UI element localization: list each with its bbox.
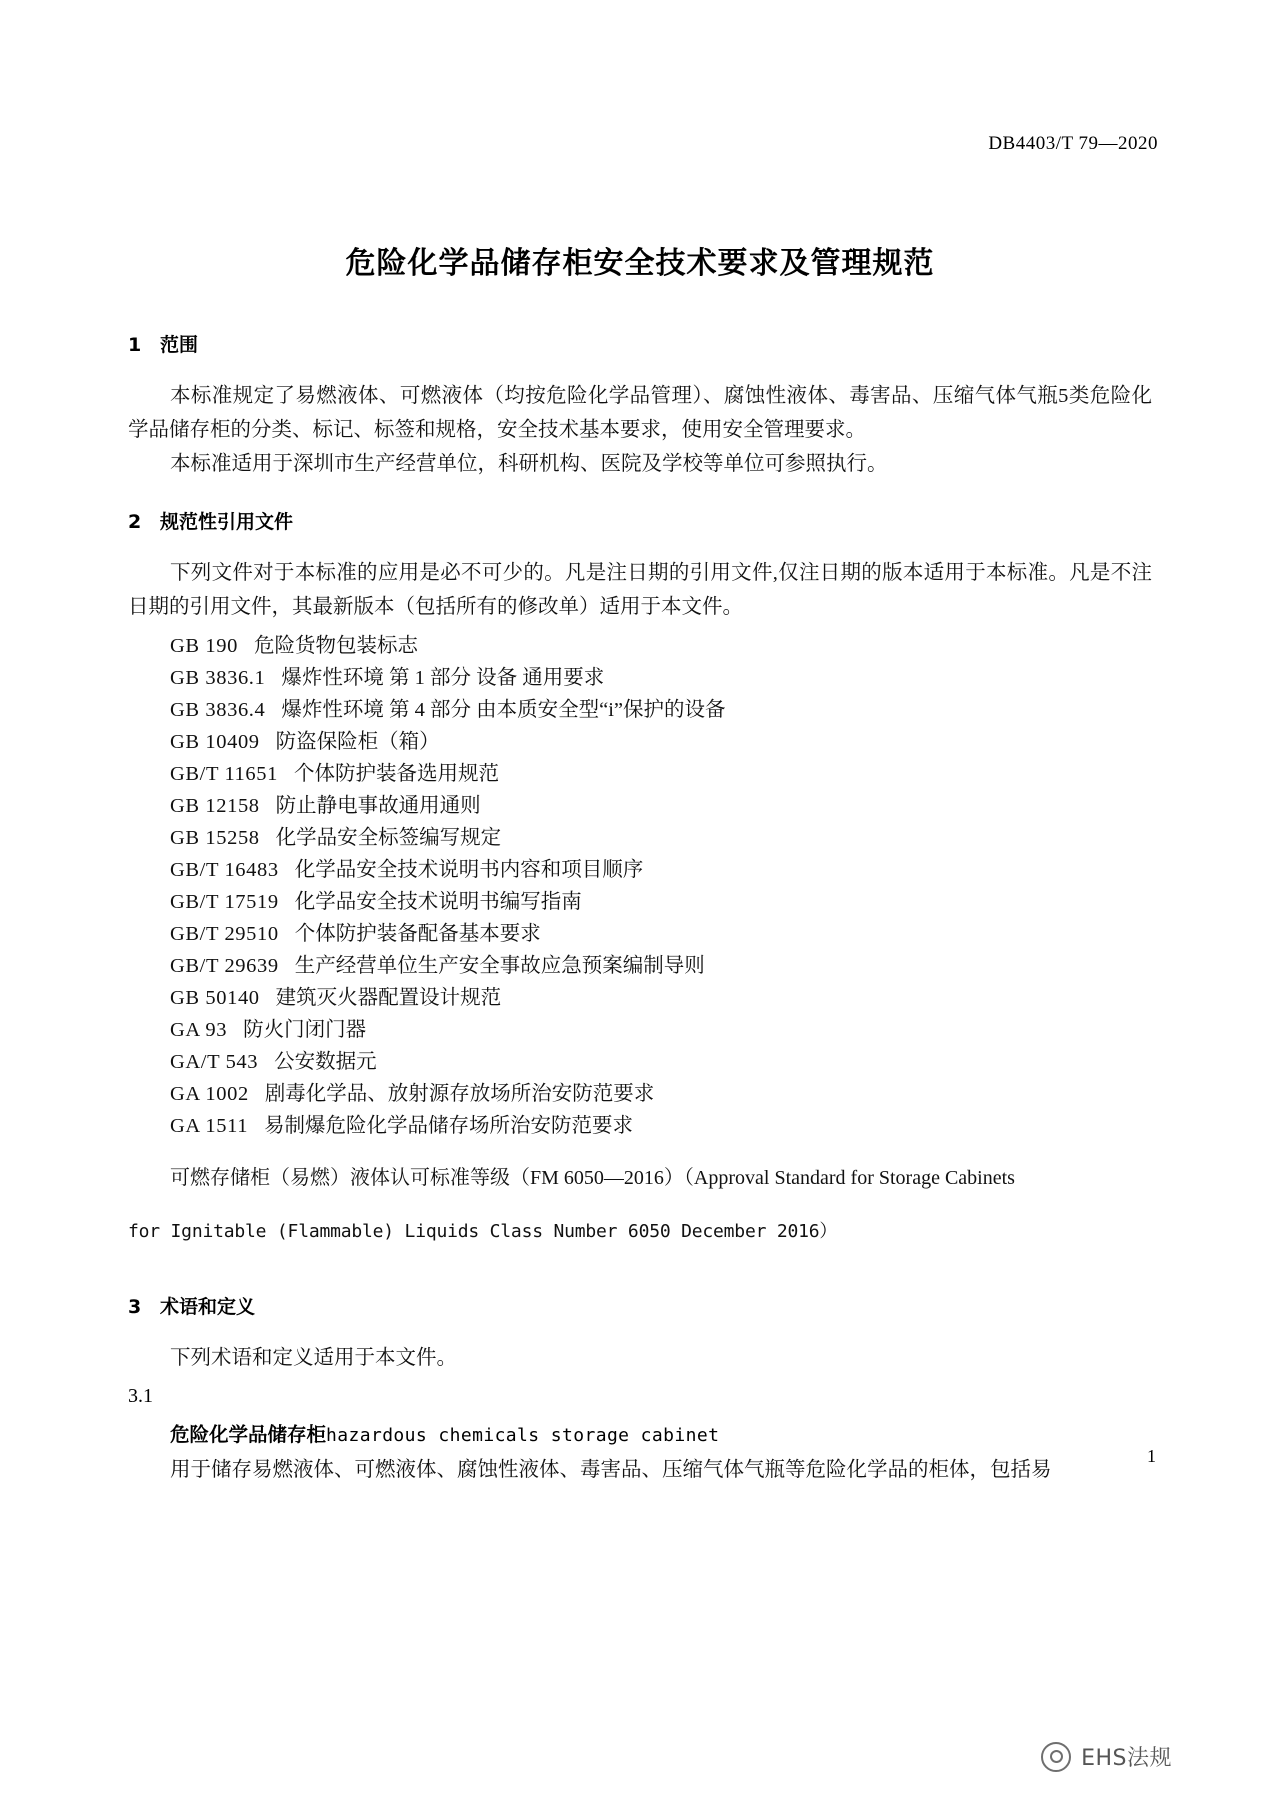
reference-code: GB/T 16483 [170,859,279,881]
section-title-2: 规范性引用文件 [160,511,294,533]
reference-title: 个体防护装备选用规范 [293,763,499,785]
list-item [128,918,1152,950]
list-item [128,662,1152,694]
term-definition: 用于储存易燃液体、可燃液体、腐蚀性液体、毒害品、压缩气体气瓶等危险化学品的柜体，包括易 [170,1459,1052,1481]
reference-title: 剧毒化学品、放射源存放场所治安防范要求 [264,1083,655,1105]
reference-code: GB/T 29639 [170,955,279,977]
reference-title: 生产经营单位生产安全事故应急预案编制导则 [294,955,705,977]
section-3-paragraph-1: 下列术语和定义适用于本文件。 [170,1347,457,1369]
list-item [128,1014,1152,1046]
reference-title: 化学品安全技术说明书内容和项目顺序 [294,859,644,881]
standard-code-header: DB4403/T 79—2020 [988,133,1158,154]
page-number: 1 [1147,1446,1156,1466]
reference-title: 化学品安全标签编写规定 [275,827,502,849]
reference-title: 化学品安全技术说明书编写指南 [294,891,582,913]
reference-code: GB/T 29510 [170,923,279,945]
list-item [128,982,1152,1014]
page-title: 危险化学品储存柜安全技术要求及管理规范 [345,246,935,281]
reference-title: 公安数据元 [274,1051,377,1073]
reference-title: 个体防护装备配备基本要求 [294,923,541,945]
list-item [128,630,1152,662]
reference-code: GB 50140 [170,987,260,1009]
term-chinese: 危险化学品储存柜 [170,1423,327,1446]
reference-code: GB 10409 [170,731,260,753]
reference-code: GB/T 17519 [170,891,279,913]
section-heading-1 [128,330,1152,357]
term-english: hazardous chemicals storage cabinet [326,1425,720,1446]
section-heading-3 [128,1292,1152,1319]
reference-title: 建筑灭火器配置设计规范 [275,987,502,1009]
list-item [128,790,1152,822]
list-item [128,950,1152,982]
circle-logo-icon [1041,1742,1071,1772]
reference-title: 爆炸性环境 第 4 部分 由本质安全型“i”保护的设备 [281,699,726,721]
normative-reference-list [128,630,1152,1142]
list-item [128,726,1152,758]
section-heading-2 [128,507,1152,534]
list-item [128,1110,1152,1142]
list-item [128,854,1152,886]
reference-code: GB 15258 [170,827,260,849]
reference-title: 易制爆危险化学品储存场所治安防范要求 [264,1115,634,1137]
section-2-paragraph-1: 下列文件对于本标准的应用是必不可少的。凡是注日期的引用文件,仅注日期的版本适用于本标准。凡是不注日期的引用文件，其最新版本（包括所有的修改单）适用于本文件。 [128,562,1152,618]
list-item [128,1078,1152,1110]
reference-code: GB 190 [170,635,238,657]
reference-code: GB 12158 [170,795,260,817]
list-item [128,694,1152,726]
section-1-paragraph-2: 本标准适用于深圳市生产经营单位，科研机构、医院及学校等单位可参照执行。 [170,453,888,475]
section-number-2: 2 [128,511,142,533]
reference-title: 危险货物包装标志 [253,635,418,657]
reference-code: GB/T 11651 [170,763,278,785]
term-entry [128,1418,1152,1453]
list-item [128,886,1152,918]
reference-code: GB 3836.1 [170,667,266,689]
section-title-1: 范围 [160,334,199,356]
reference-code: GA 1002 [170,1083,249,1105]
section-number-1: 1 [128,334,142,356]
reference-code: GA 93 [170,1019,228,1041]
reference-title: 防盗保险柜（箱） [275,731,440,753]
reference-code: GB 3836.4 [170,699,266,721]
reference-title: 爆炸性环境 第 1 部分 设备 通用要求 [281,667,605,689]
long-reference-line-1: 可燃存储柜（易燃）液体认可标准等级（FM 6050—2016）（Approval Standard for Storage Cabinets [170,1167,1015,1189]
list-item [128,1046,1152,1078]
document-body [128,330,1152,1487]
watermark-label: EHS法规 [1081,1746,1172,1771]
clause-number-3-1: 3.1 [128,1385,153,1407]
section-title-3: 术语和定义 [160,1296,256,1318]
list-item [128,822,1152,854]
section-number-3: 3 [128,1296,142,1318]
list-item [128,758,1152,790]
reference-title: 防火门闭门器 [243,1019,367,1041]
reference-code: GA/T 543 [170,1051,259,1073]
watermark [1041,1741,1172,1772]
reference-code: GA 1511 [170,1115,249,1137]
long-reference-line-2: for Ignitable (Flammable) Liquids Class Number 6050 December 2016） [128,1221,838,1242]
section-1-paragraph-1: 本标准规定了易燃液体、可燃液体（均按危险化学品管理）、腐蚀性液体、毒害品、压缩气体气瓶5类危险化学品储存柜的分类、标记、标签和规格，安全技术基本要求，使用安全管理要求。 [128,385,1152,441]
reference-title: 防止静电事故通用通则 [275,795,481,817]
